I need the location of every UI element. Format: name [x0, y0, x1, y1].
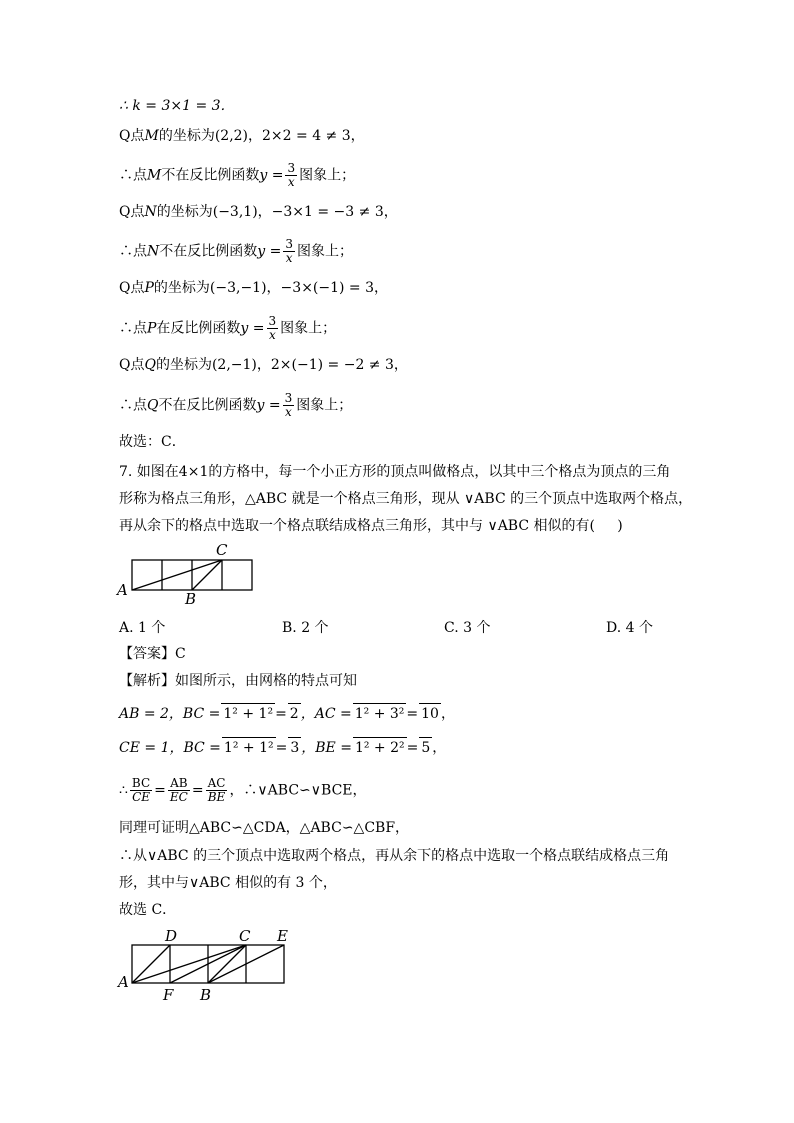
line-point-m-result: ∴点M不在反比例函数y = $\frac{3}{x}$ 图象上；	[119, 161, 356, 189]
vertex-label-a: A	[117, 581, 128, 599]
question-7-line-2: 形称为格点三角形，△ABC 就是一个格点三角形，现从 ∨ABC 的三个顶点中选取两个格点，	[119, 491, 693, 507]
answer-options	[119, 617, 679, 637]
segment-ac	[132, 560, 222, 590]
option-d[interactable]: D. 4 个	[606, 620, 653, 636]
vertex-label-b: B	[200, 986, 212, 1004]
conclusion-line-1: ∴从∨ABC 的三个顶点中选取两个格点，再从余下的格点中选取一个格点联结成格点三角	[119, 848, 670, 864]
option-a[interactable]: A. 1 个	[119, 620, 166, 636]
vertex-label-c: C	[216, 541, 228, 559]
equation-line-1: AB = 2，BC = 1² + 1² = 2 ，AC = 1² + 3² = 10 ，	[119, 703, 455, 725]
line-choice-c: 故选：C．	[119, 434, 186, 450]
fraction-3-over-x: $\frac{3}{x}$	[284, 391, 293, 419]
line-point-q-coords: Q点Q的坐标为(2,−1)，2×(−1) = −2 ≠ 3，	[119, 357, 408, 373]
option-c[interactable]: C. 3 个	[444, 620, 491, 636]
conclusion-line-2: 形，其中与∨ABC 相似的有 3 个，	[119, 875, 337, 891]
similarity-line: 同理可证明△ABC∽△CDA，△ABC∽△CBF，	[119, 820, 410, 836]
answer-line: 【答案】C	[119, 646, 186, 662]
equation-line-2: CE = 1，BC = 1² + 1² = 3 ，BE = 1² + 2² = 5 ，	[119, 737, 446, 759]
line-point-q-result: ∴点Q不在反比例函数y = $\frac{3}{x}$ 图象上；	[119, 391, 353, 419]
fraction-3-over-x: $\frac{3}{x}$	[268, 314, 277, 342]
fraction-ab-over-ec: $\frac{AB}{EC}$	[169, 776, 188, 804]
line-point-p-coords: Q点P的坐标为(−3,−1)，−3×(−1) = 3，	[119, 280, 389, 296]
fraction-ac-over-be: $\frac{AC}{BE}$	[207, 776, 226, 804]
fraction-3-over-x: $\frac{3}{x}$	[285, 237, 293, 265]
vertex-label-b: B	[185, 590, 197, 608]
grid-figure-question	[115, 538, 265, 608]
line-point-m-coords: Q点M的坐标为(2,2)，2×2 = 4 ≠ 3，	[119, 128, 365, 144]
question-7-line-3: 再从余下的格点中选取一个格点联结成格点三角形，其中与 ∨ABC 相似的有( )	[119, 518, 623, 534]
vertex-label-c: C	[239, 927, 251, 945]
equation-line-3: ∴ $\frac{BC}{CE}$ = $\frac{AB}{EC}$ = $\frac{AC}{BE}$ ，∴∨ABC∽∨BCE，	[119, 776, 367, 804]
vertex-label-e: E	[277, 927, 288, 945]
line-point-n-result: ∴点N不在反比例函数y = $\frac{3}{x}$ 图象上；	[119, 237, 353, 265]
analysis-line: 【解析】如图所示，由网格的特点可知	[119, 673, 357, 689]
vertex-label-d: D	[165, 927, 178, 945]
vertex-label-f: F	[163, 986, 174, 1004]
vertex-label-a: A	[118, 973, 129, 991]
grid-figure-solution	[115, 925, 305, 1005]
line-point-n-coords: Q点N的坐标为(−3,1)，−3×1 = −3 ≠ 3，	[119, 204, 398, 220]
final-choice-line: 故选 C．	[119, 902, 177, 918]
option-b[interactable]: B. 2 个	[282, 620, 329, 636]
segment-ac	[132, 945, 246, 983]
fraction-bc-over-ce: $\frac{BC}{CE}$	[131, 776, 151, 804]
fraction-3-over-x: $\frac{3}{x}$	[287, 161, 296, 189]
question-7-line-1: 7. 如图在4×1的方格中，每一个小正方形的顶点叫做格点，以其中三个格点为顶点的三角	[119, 464, 671, 480]
line-point-p-result: ∴点P在反比例函数y = $\frac{3}{x}$ 图象上；	[119, 314, 337, 342]
line-k-value: ∴ k = 3×1 = 3．	[119, 98, 235, 114]
